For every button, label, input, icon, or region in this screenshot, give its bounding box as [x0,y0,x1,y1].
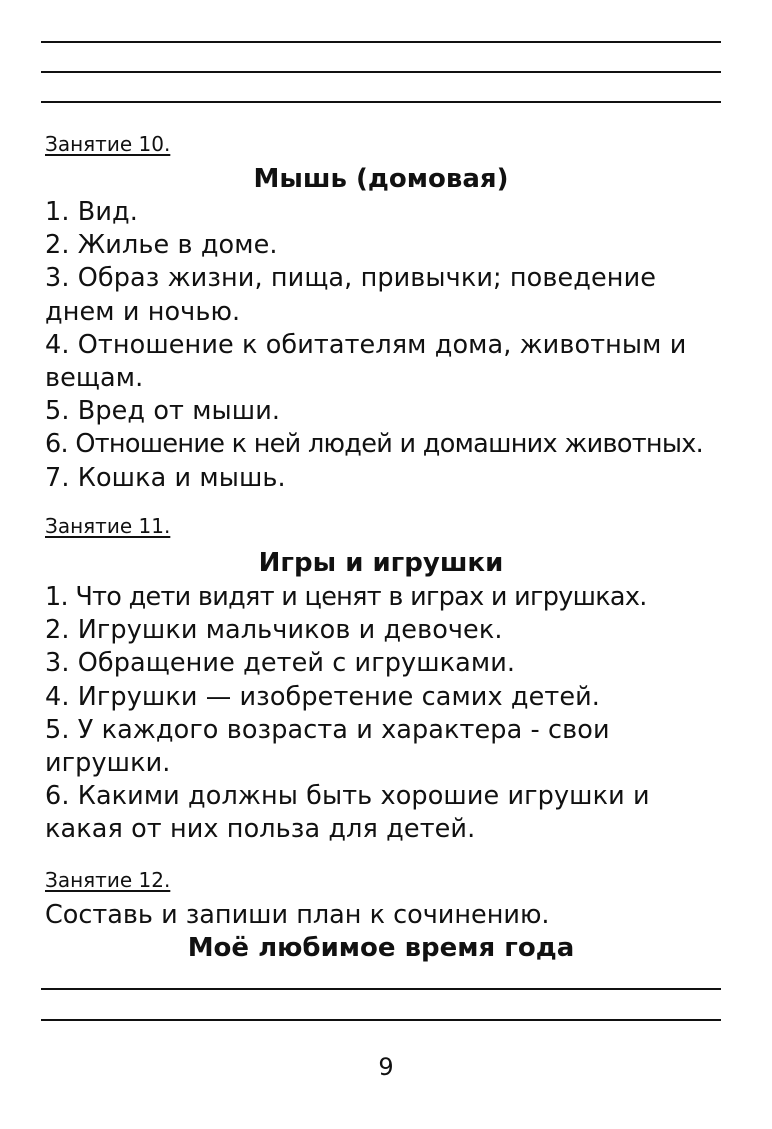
list-item: 2. Жилье в доме. [45,230,278,261]
list-item: 2. Игрушки мальчиков и девочек. [45,615,503,646]
list-item: 3. Образ жизни, пища, привычки; поведение днем и ночью. [45,263,657,327]
lesson-10-label: Занятие 10. [45,132,171,156]
lesson-10-plan-list [45,196,721,495]
page-number: 9 [378,1053,394,1081]
lesson-12-title: Моё любимое время года [187,933,575,963]
lesson-11-title: Игры и игрушки [258,548,504,578]
answer-line [41,101,721,103]
answer-line [41,1019,721,1021]
lesson-10-title: Мышь (домовая) [253,164,509,194]
list-item: 1. Вид. [45,197,138,227]
list-item: 5. У каждого возраста и характера - свои игрушки. [45,714,610,779]
list-item: 1. Что дети видят и ценят в играх и игрушках. [45,582,647,612]
list-item: 7. Кошка и мышь. [45,462,286,493]
answer-line [41,71,721,73]
answer-line [41,988,721,990]
lesson-11-plan-list [45,581,721,847]
list-item: 6. Отношение к ней людей и домашних животных. [45,429,704,460]
list-item: 4. Отношение к обитателям дома, животным и вещам. [45,329,687,394]
answer-line [41,41,721,43]
list-item: 5. Вред от мыши. [45,396,281,427]
list-item: 3. Обращение детей с игрушками. [45,648,516,679]
lesson-12-task: Составь и запиши план к сочинению. [45,900,550,930]
lesson-12-label: Занятие 12. [45,868,171,892]
list-item: 4. Игрушки — изобретение самих детей. [45,681,601,712]
lesson-11-label: Занятие 11. [45,514,171,538]
list-item: 6. Какими должны быть хорошие игрушки и какая от них польза для детей. [45,781,650,845]
